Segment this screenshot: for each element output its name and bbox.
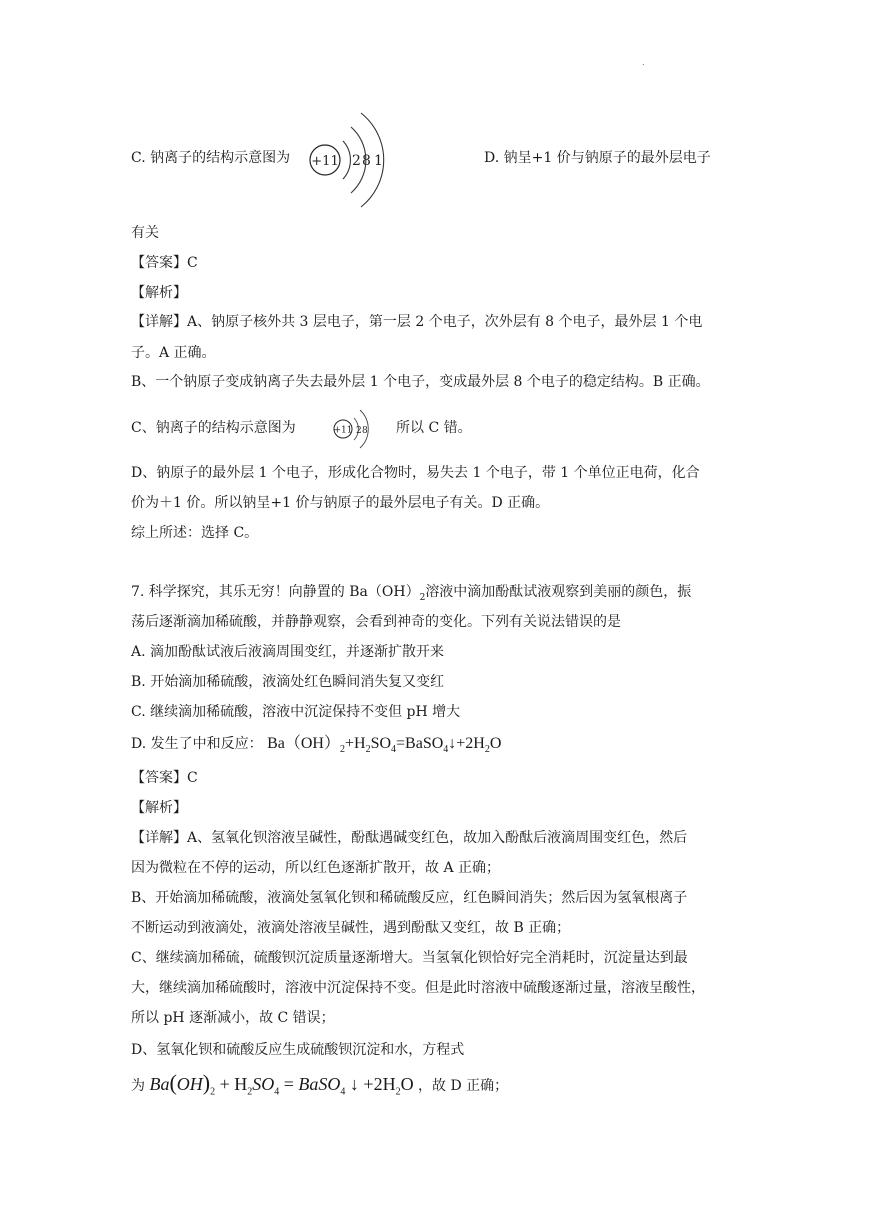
q7-detail-b-line1: B、开始滴加稀硫酸，液滴处氢氧化钡和稀硫酸反应，红色瞬间消失；然后因为氢氧根离子 xyxy=(131,890,688,906)
sodium-ion-diagram-small xyxy=(331,404,381,454)
q7-stem-part1: 7. 科学探究，其乐无穷！向静置的 Ba（OH） xyxy=(131,584,420,600)
q6-detail-a-line1: 【详解】A、钠原子核外共 3 层电子，第一层 2 个电子，次外层有 8 个电子，最外层 1 个电 xyxy=(131,314,703,330)
shell-2-count: 8 xyxy=(362,426,368,436)
q7-stem-subscript: 2 xyxy=(419,592,426,603)
sodium-ion-diagram-large xyxy=(305,105,395,215)
q6-option-c xyxy=(131,148,290,168)
atom-nucleus-label: +11 xyxy=(333,425,353,436)
q7-option-a: A. 滴加酚酞试液后液滴周围变红，并逐渐扩散开来 xyxy=(131,644,445,660)
q7-detail-a-line2: 因为微粒在不停的运动，所以红色逐渐扩散开，故 A 正确； xyxy=(131,860,501,876)
q7-option-d-text: D. 发生了中和反应： xyxy=(131,736,263,752)
q6-detail-c-suffix: 所以 C 错。 xyxy=(396,420,472,436)
q6-option-c-text: C. 钠离子的结构示意图为 xyxy=(131,150,291,166)
q6-detail-c-prefix: C、钠离子的结构示意图为 xyxy=(131,420,296,436)
q6-summary: 综上所述：选择 C。 xyxy=(131,525,259,541)
q7-detail-d-line2 xyxy=(131,1070,509,1103)
q7-stem-part2: 溶液中滴加酚酞试液观察到美丽的颜色，振 xyxy=(425,584,692,600)
q6-answer: 【答案】C xyxy=(131,255,198,271)
q7-analysis-label: 【解析】 xyxy=(131,800,187,816)
q7-detail-c-line2: 大，继续滴加稀硫酸时，溶液中沉淀保持不变。但是此时溶液中硫酸逐渐过量，溶液呈酸性， xyxy=(131,980,705,996)
atom-nucleus-label: +11 xyxy=(311,154,339,169)
shell-3-count: 1 xyxy=(374,153,383,169)
q6-detail-b: B、一个钠原子变成钠离子失去最外层 1 个电子，变成最外层 8 个电子的稳定结构。B 正确。 xyxy=(131,374,710,390)
reaction-equation-italic: $Ba(OH)_2 + H_2SO_4$ = BaSO$_4$ ↓ $+2H_2O$ xyxy=(149,1070,414,1098)
q6-analysis-label: 【解析】 xyxy=(131,285,187,301)
q7-option-c: C. 继续滴加稀硫酸，溶液中沉淀保持不变但 pH 增大 xyxy=(131,704,461,720)
q6-option-d-line2: 有关 xyxy=(131,225,159,241)
shell-1-count: 2 xyxy=(356,426,362,436)
q7-option-d xyxy=(131,734,501,760)
shell-1-count: 2 xyxy=(352,153,361,169)
shell-2-count: 8 xyxy=(362,153,371,169)
header-mark: . xyxy=(642,58,645,67)
reaction-equation: $Ba(OH)_2+H_2SO_4=BaSO_4↓+2H_2O$ xyxy=(267,735,502,756)
q7-stem-line2: 荡后逐渐滴加稀硫酸，并静静观察，会看到神奇的变化。下列有关说法错误的是 xyxy=(131,614,621,630)
q7-detail-d-line1: D、氢氧化钡和硫酸反应生成硫酸钡沉淀和水，方程式 xyxy=(131,1042,465,1058)
q6-option-d-line1: D. 钠呈+1 价与钠原子的最外层电子 xyxy=(484,150,711,166)
q7-detail-c-line3: 所以 pH 逐渐减小，故 C 错误； xyxy=(131,1010,335,1026)
q7-detail-a-line1: 【详解】A、氢氧化钡溶液呈碱性，酚酞遇碱变红色，故加入酚酞后液滴周围变红色，然后 xyxy=(131,830,688,846)
q7-option-b: B. 开始滴加稀硫酸，液滴处红色瞬间消失复又变红 xyxy=(131,674,445,690)
q7-detail-d-suffix: ，故 D 正确； xyxy=(418,1078,509,1094)
q6-detail-d-line1: D、钠原子的最外层 1 个电子，形成化合物时，易失去 1 个电子，带 1 个单位正电荷，化合 xyxy=(131,465,700,481)
q6-detail-d-line2: 价为＋1 价。所以钠呈+1 价与钠原子的最外层电子有关。D 正确。 xyxy=(131,495,550,511)
q7-answer: 【答案】C xyxy=(131,770,198,786)
q7-detail-b-line2: 不断运动到液滴处，液滴处溶液呈碱性，遇到酚酞又变红，故 B 正确； xyxy=(131,920,571,936)
q7-detail-c-line1: C、继续滴加稀硫，硫酸钡沉淀质量逐渐增大。当氢氧化钡恰好完全消耗时，沉淀量达到最 xyxy=(131,950,688,966)
q7-detail-d-prefix: 为 xyxy=(131,1078,145,1094)
q7-stem-line1 xyxy=(131,582,691,608)
q6-detail-a-line2: 子。A 正确。 xyxy=(131,345,216,361)
